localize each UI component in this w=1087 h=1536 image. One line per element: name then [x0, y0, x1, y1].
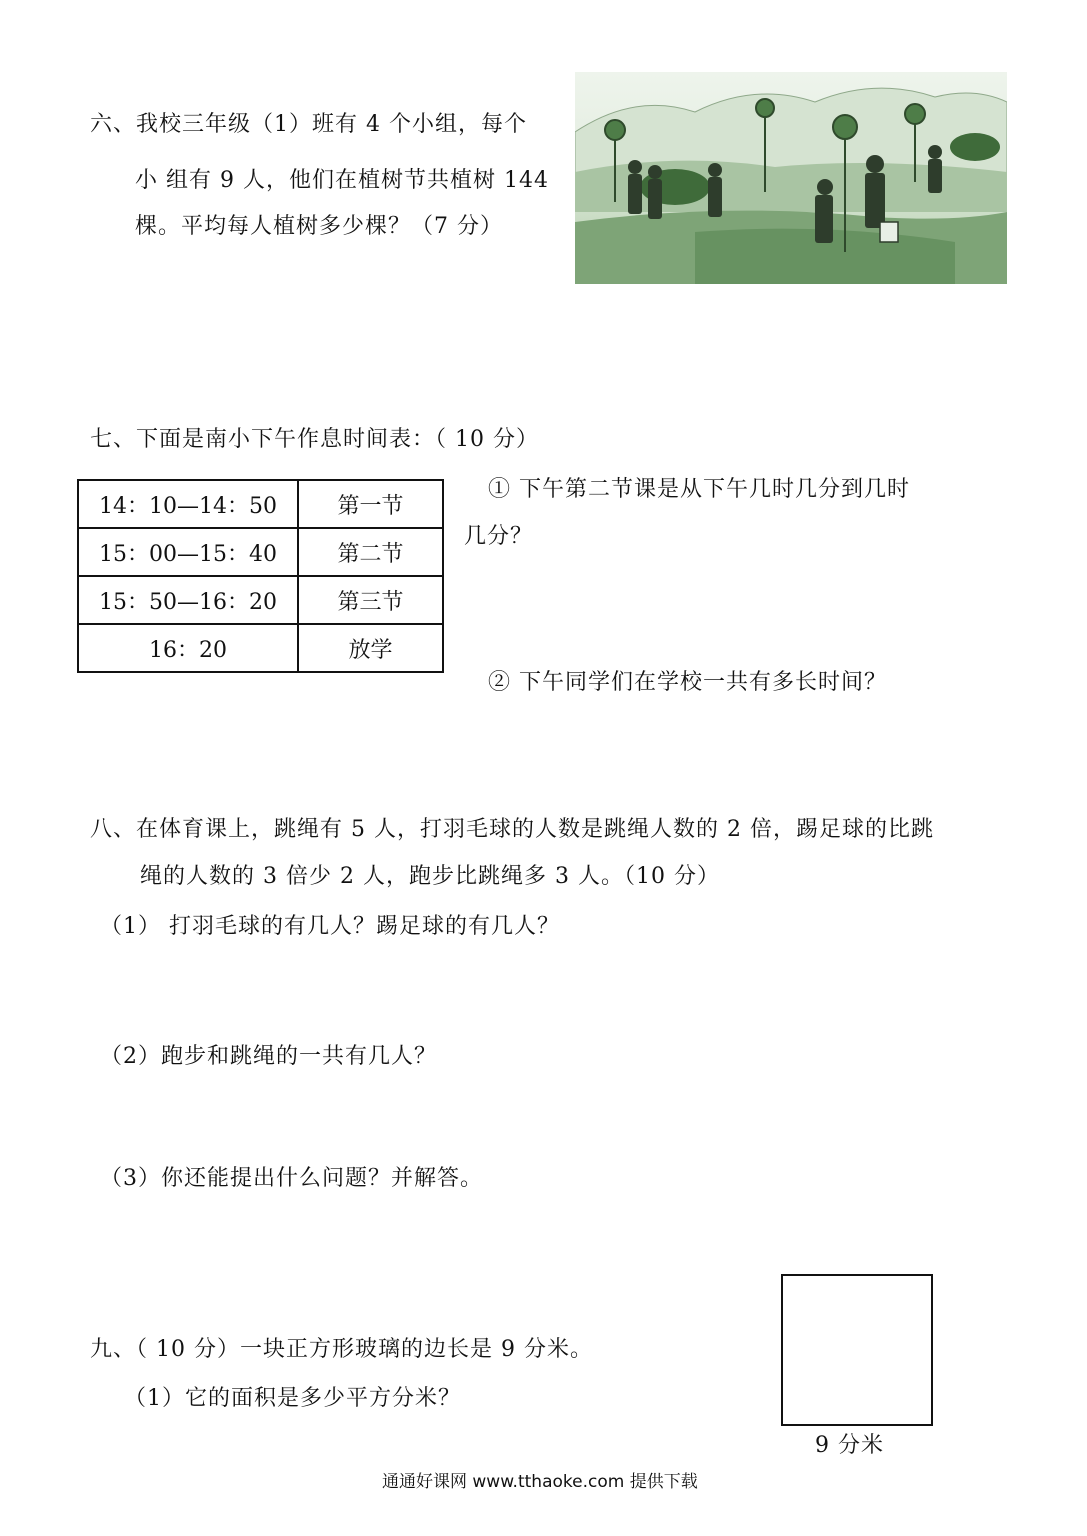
period-cell: 第三节: [298, 576, 443, 624]
q6-line1: 六、我校三年级（1）班有 4 个小组，每个: [90, 112, 527, 137]
footer-credit: 通通好课网 www.tthaoke.com 提供下载: [382, 1472, 698, 1492]
q8-sub2: （2）跑步和跳绳的一共有几人？: [100, 1044, 437, 1069]
table-row: [78, 528, 443, 576]
schedule-table: [77, 479, 444, 673]
q8-line1: 八、在体育课上，跳绳有 5 人，打羽毛球的人数是跳绳人数的 2 倍，踢足球的比跳: [90, 817, 934, 842]
table-row: [78, 624, 443, 672]
time-cell: 15：00—15：40: [78, 528, 298, 576]
q7-sub2: ② 下午同学们在学校一共有多长时间？: [488, 670, 887, 695]
q8-sub1: （1） 打羽毛球的有几人？踢足球的有几人？: [100, 914, 560, 939]
square-side-label: 9 分米: [815, 1433, 884, 1458]
time-cell: 16：20: [78, 624, 298, 672]
tree-planting-illustration: [575, 72, 1007, 284]
q6-line2: 小 组有 9 人，他们在植树节共植树 144: [135, 168, 549, 193]
table-row: [78, 576, 443, 624]
square-glass-diagram: [781, 1274, 933, 1426]
q7-title: 七、下面是南小下午作息时间表：（ 10 分）: [90, 427, 539, 452]
period-cell: 第二节: [298, 528, 443, 576]
q7-sub1-line2: 几分？: [464, 524, 534, 549]
q8-sub3: （3）你还能提出什么问题？并解答。: [100, 1166, 483, 1191]
q9-line1: 九、（ 10 分）一块正方形玻璃的边长是 9 分米。: [90, 1337, 593, 1362]
period-cell: 放学: [298, 624, 443, 672]
q8-line2: 绳的人数的 3 倍少 2 人，跑步比跳绳多 3 人。（10 分）: [140, 864, 720, 889]
time-cell: 14：10—14：50: [78, 480, 298, 528]
time-cell: 15：50—16：20: [78, 576, 298, 624]
q7-sub1-line1: ① 下午第二节课是从下午几时几分到几时: [488, 477, 910, 502]
period-cell: 第一节: [298, 480, 443, 528]
q9-sub1: （1）它的面积是多少平方分米？: [124, 1386, 461, 1411]
table-row: [78, 480, 443, 528]
q6-line3: 棵。平均每人植树多少棵？（7 分）: [135, 214, 503, 239]
